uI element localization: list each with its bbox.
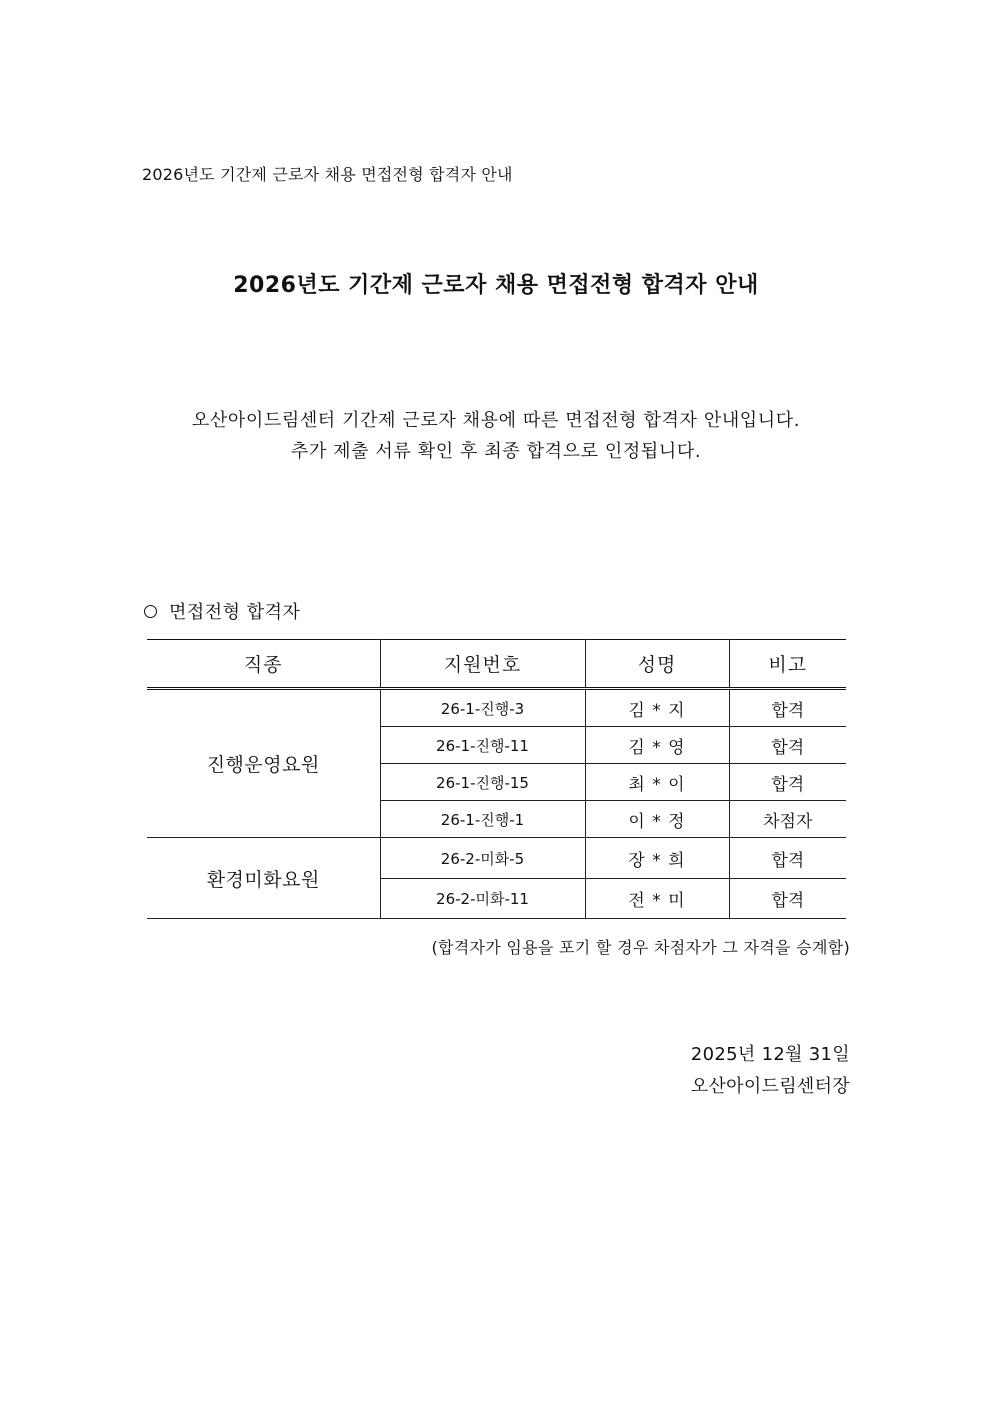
intro-line-2: 추가 제출 서류 확인 후 최종 합격으로 인정됩니다. (290, 441, 702, 462)
section-heading-label: 면접전형 합격자 (169, 602, 301, 623)
applicant-number-cell: 26-1-진행-3 (380, 689, 585, 727)
result-note-cell: 합격 (729, 727, 846, 764)
column-header-name: 성명 (585, 640, 729, 689)
document-title: 2026년도 기간제 근로자 채용 면접전형 합격자 안내 (233, 273, 759, 298)
column-header-number: 지원번호 (380, 640, 585, 689)
applicant-name-cell: 이 * 정 (585, 801, 729, 838)
result-note-cell: 합격 (729, 838, 846, 879)
applicant-number-cell: 26-2-미화-5 (380, 838, 585, 879)
applicant-number-cell: 26-1-진행-15 (380, 764, 585, 801)
applicant-number-cell: 26-1-진행-11 (380, 727, 585, 764)
signatory: 오산아이드림센터장 (690, 1076, 850, 1097)
footnote: (합격자가 임용을 포기 할 경우 차점자가 그 자격을 승계함) (431, 938, 850, 957)
result-note-cell: 합격 (729, 879, 846, 919)
category-cell: 진행운영요원 (147, 689, 380, 838)
table-row (147, 838, 846, 879)
results-table (147, 639, 846, 919)
section-heading (142, 598, 300, 624)
intro-paragraph (0, 405, 992, 467)
applicant-name-cell: 김 * 지 (585, 689, 729, 727)
intro-line-1: 오산아이드림센터 기간제 근로자 채용에 따른 면접전형 합격자 안내입니다. (191, 410, 801, 431)
applicant-number-cell: 26-1-진행-1 (380, 801, 585, 838)
applicant-name-cell: 장 * 희 (585, 838, 729, 879)
result-note-cell: 차점자 (729, 801, 846, 838)
table-row (147, 689, 846, 727)
category-cell: 환경미화요원 (147, 838, 380, 919)
issue-date: 2025년 12월 31일 (690, 1044, 850, 1065)
running-header: 2026년도 기간제 근로자 채용 면접전형 합격자 안내 (142, 165, 513, 184)
applicant-name-cell: 최 * 이 (585, 764, 729, 801)
applicant-name-cell: 전 * 미 (585, 879, 729, 919)
applicant-number-cell: 26-2-미화-11 (380, 879, 585, 919)
column-header-category: 직종 (147, 640, 380, 689)
table-header-row (147, 640, 846, 689)
result-note-cell: 합격 (729, 764, 846, 801)
result-note-cell: 합격 (729, 689, 846, 727)
column-header-note: 비고 (729, 640, 846, 689)
applicant-name-cell: 김 * 영 (585, 727, 729, 764)
circle-bullet-icon (144, 605, 157, 618)
